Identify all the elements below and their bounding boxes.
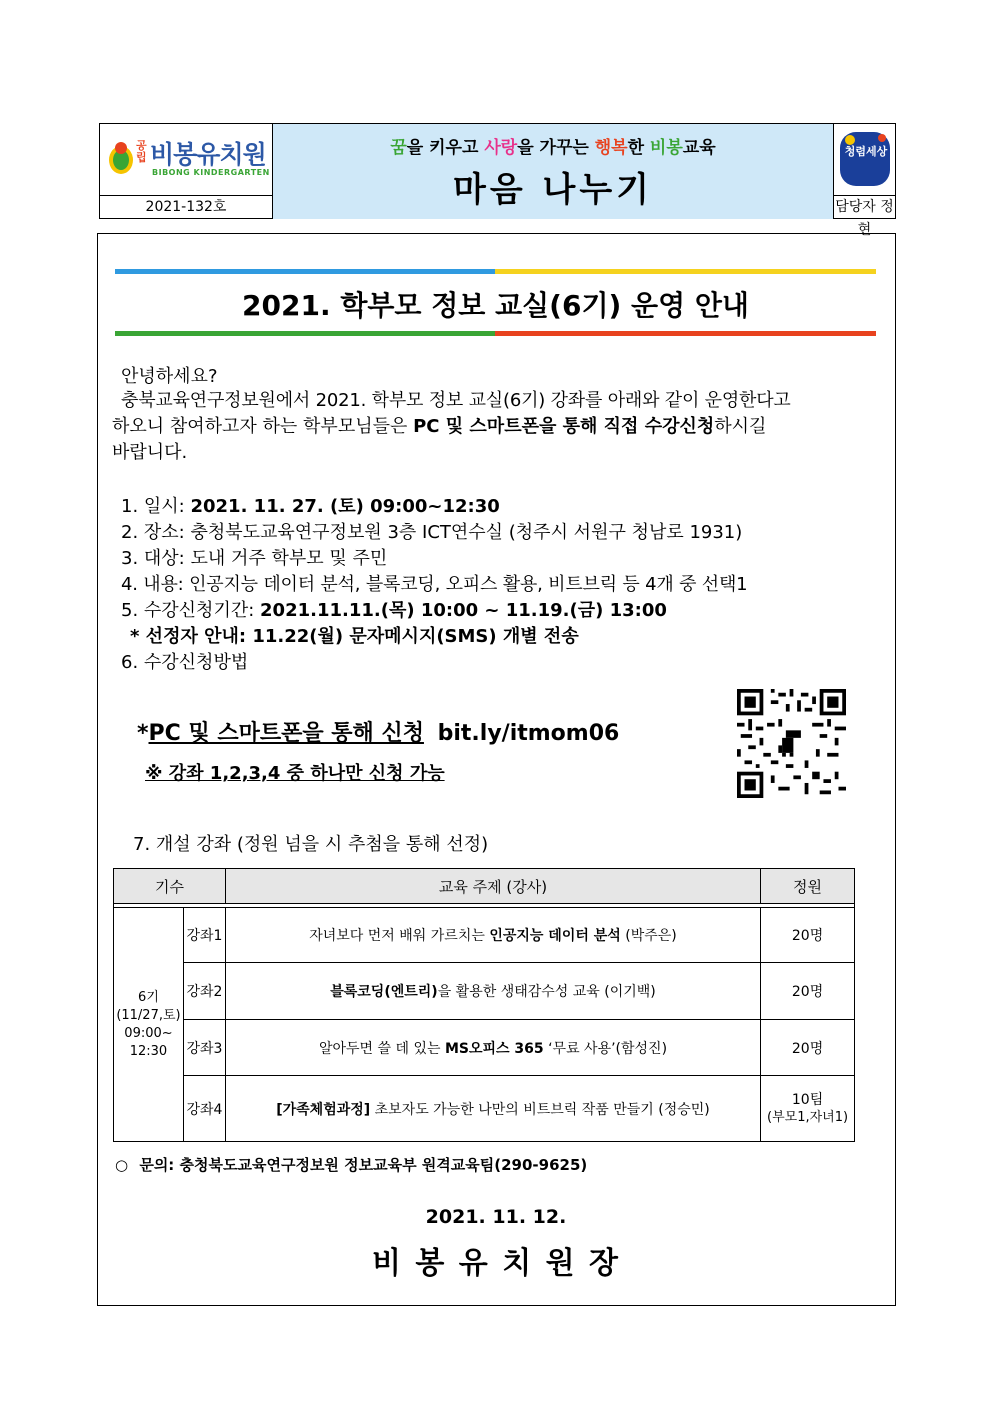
intro-line-1: 충북교육연구정보원에서 2021. 학부모 정보 교실(6기) 강좌를 아래와 같이 운영한다고 [121,390,791,411]
capacity-cell [761,1076,855,1142]
motto-part: 을 가꾸는 [517,138,595,158]
lecture-cell: 강좌2 [183,963,225,1020]
logo-public-label: 공립 [136,139,147,164]
topic-text: 을 활용한 생태감수성 교육 (이기백) [437,984,656,1000]
topic-emphasis: [가족체험과정] [276,1101,371,1118]
item-label: 3. 대상: [121,548,191,569]
intro-line-2 [112,414,766,440]
item-target [121,546,387,572]
newsletter-title: 마음 나누기 [452,170,654,210]
title-line-top-blue [115,269,495,274]
notice-title: 2021. 학부모 정보 교실(6기) 운영 안내 [242,289,749,322]
document-header [99,123,896,238]
topic-emphasis: 인공지능 데이터 분석 [489,928,621,944]
item-value: 도내 거주 학부모 및 주민 [190,548,388,569]
intro-line-3: 바랍니다. [112,442,188,463]
topic-text: 초보자도 가능한 나만의 비트브릭 작품 만들기 (정승민) [370,1101,710,1118]
item-label: 2. 장소: [121,522,191,543]
table-row [114,1020,855,1076]
contact-text: 문의: 충청북도교육연구정보원 정보교육부 원격교육팀(290-9625) [139,1156,588,1174]
course-table [113,868,855,1142]
motto-part: 비봉 [649,138,683,158]
intro-text: 하오니 참여하고자 하는 학부모님들은 [112,416,414,437]
contact-bullet: ○ [115,1156,129,1174]
session-cell [114,908,184,1142]
header-title-panel [273,124,834,219]
table-row [114,908,855,963]
lecture-cell: 강좌3 [183,1020,225,1076]
title-line-bottom-green [115,331,495,336]
motto-part: 사랑 [484,138,518,158]
topic-text: 알아두면 쓸 데 있는 [318,1040,445,1057]
logo-subtitle: BIBONG KINDERGARTEN [152,168,270,177]
staff-label: 담당자 정현 [834,195,895,219]
integrity-badge-icon [838,128,892,190]
title-line-bottom-red [495,331,876,336]
topic-text: 자녀보다 먼저 배워 가르치는 [309,928,490,944]
item-place [121,520,742,546]
table-row [114,1076,855,1142]
topic-cell [225,963,760,1020]
apply-link[interactable]: bit.ly/itmom06 [437,721,620,746]
apply-instruction [137,716,619,747]
capacity-cell: 20명 [761,963,855,1020]
item-period [121,598,667,624]
item-label: 5. 수강신청기간: [121,600,261,621]
session-text: 12:30 [129,1043,168,1059]
topic-cell [225,908,760,963]
topic-emphasis: 블록코딩(엔트리) [330,984,438,1000]
item-value: 인공지능 데이터 분석, 블록코딩, 오피스 활용, 비트브릭 등 4개 중 선택1 [189,574,748,595]
header-cell: 기수 [114,869,226,904]
session-text: 6기 [138,989,159,1005]
item-method: 6. 수강신청방법 [121,652,249,673]
apply-note: ※ 강좌 1,2,3,4 중 하나만 신청 가능 [145,763,445,784]
topic-emphasis: MS오피스 365 [444,1040,544,1057]
qr-code-icon[interactable] [737,689,846,798]
greeting: 안녕하세요? [121,366,218,387]
apply-prefix: * [137,721,149,746]
item-label: 1. 일시: [121,496,191,517]
integrity-logo [834,124,895,195]
motto-part: 교육 [682,138,716,158]
integrity-logo-text: 청렴세상 [844,145,888,158]
item-courses: 7. 개설 강좌 (정원 넘을 시 추첨을 통해 선정) [133,834,489,855]
contact-line [115,1154,587,1175]
motto-part: 을 키우고 [406,138,485,158]
capacity-cell: 20명 [761,1020,855,1076]
motto-part: 꿈 [390,138,407,158]
kindergarten-logo [100,124,273,195]
capacity-detail: (부모1,자녀1) [767,1109,849,1125]
session-text: 09:00~ [124,1025,173,1041]
topic-cell [225,1076,760,1142]
apply-text: PC 및 스마트폰을 통해 신청 [148,721,424,746]
capacity-text: 10팀 [791,1091,824,1108]
topic-text: (박주은) [620,928,677,944]
item-content [121,572,747,598]
session-text: (11/27,토) [116,1007,181,1023]
intro-emphasis: PC 및 스마트폰을 통해 직접 수강신청 [413,416,715,437]
logo-name: 비봉유치원 [150,140,266,169]
motto [273,133,833,158]
selection-note: * 선정자 안내: 11.22(월) 문자메시지(SMS) 개별 전송 [130,626,579,647]
header-cell: 교육 주제 (강사) [225,869,760,904]
topic-text: ‘무료 사용’(함성진) [543,1040,668,1057]
item-label: 4. 내용: [121,574,190,595]
intro-text: 하시길 [714,416,767,437]
motto-part: 한 [627,138,650,158]
issue-date: 2021. 11. 12. [425,1206,567,1228]
item-date [121,494,500,520]
topic-cell [225,1020,760,1076]
item-value: 충청북도교육연구정보원 3층 ICT연수실 (청주시 서원구 청남로 1931) [190,522,743,543]
table-header-row [114,869,855,904]
title-line-top-yellow [495,269,876,274]
lecture-cell: 강좌4 [183,1076,225,1142]
header-cell: 정원 [761,869,855,904]
motto-part: 행복 [594,138,628,158]
capacity-cell: 20명 [761,908,855,963]
document-number: 2021-132호 [100,195,273,219]
signer: 비 봉 유 치 원 장 [371,1246,621,1281]
item-value: 2021.11.11.(목) 10:00 ~ 11.19.(금) 13:00 [260,600,667,621]
lecture-cell: 강좌1 [183,908,225,963]
table-row [114,963,855,1020]
logo-mark-icon [106,138,136,178]
item-value: 2021. 11. 27. (토) 09:00~12:30 [190,496,500,517]
